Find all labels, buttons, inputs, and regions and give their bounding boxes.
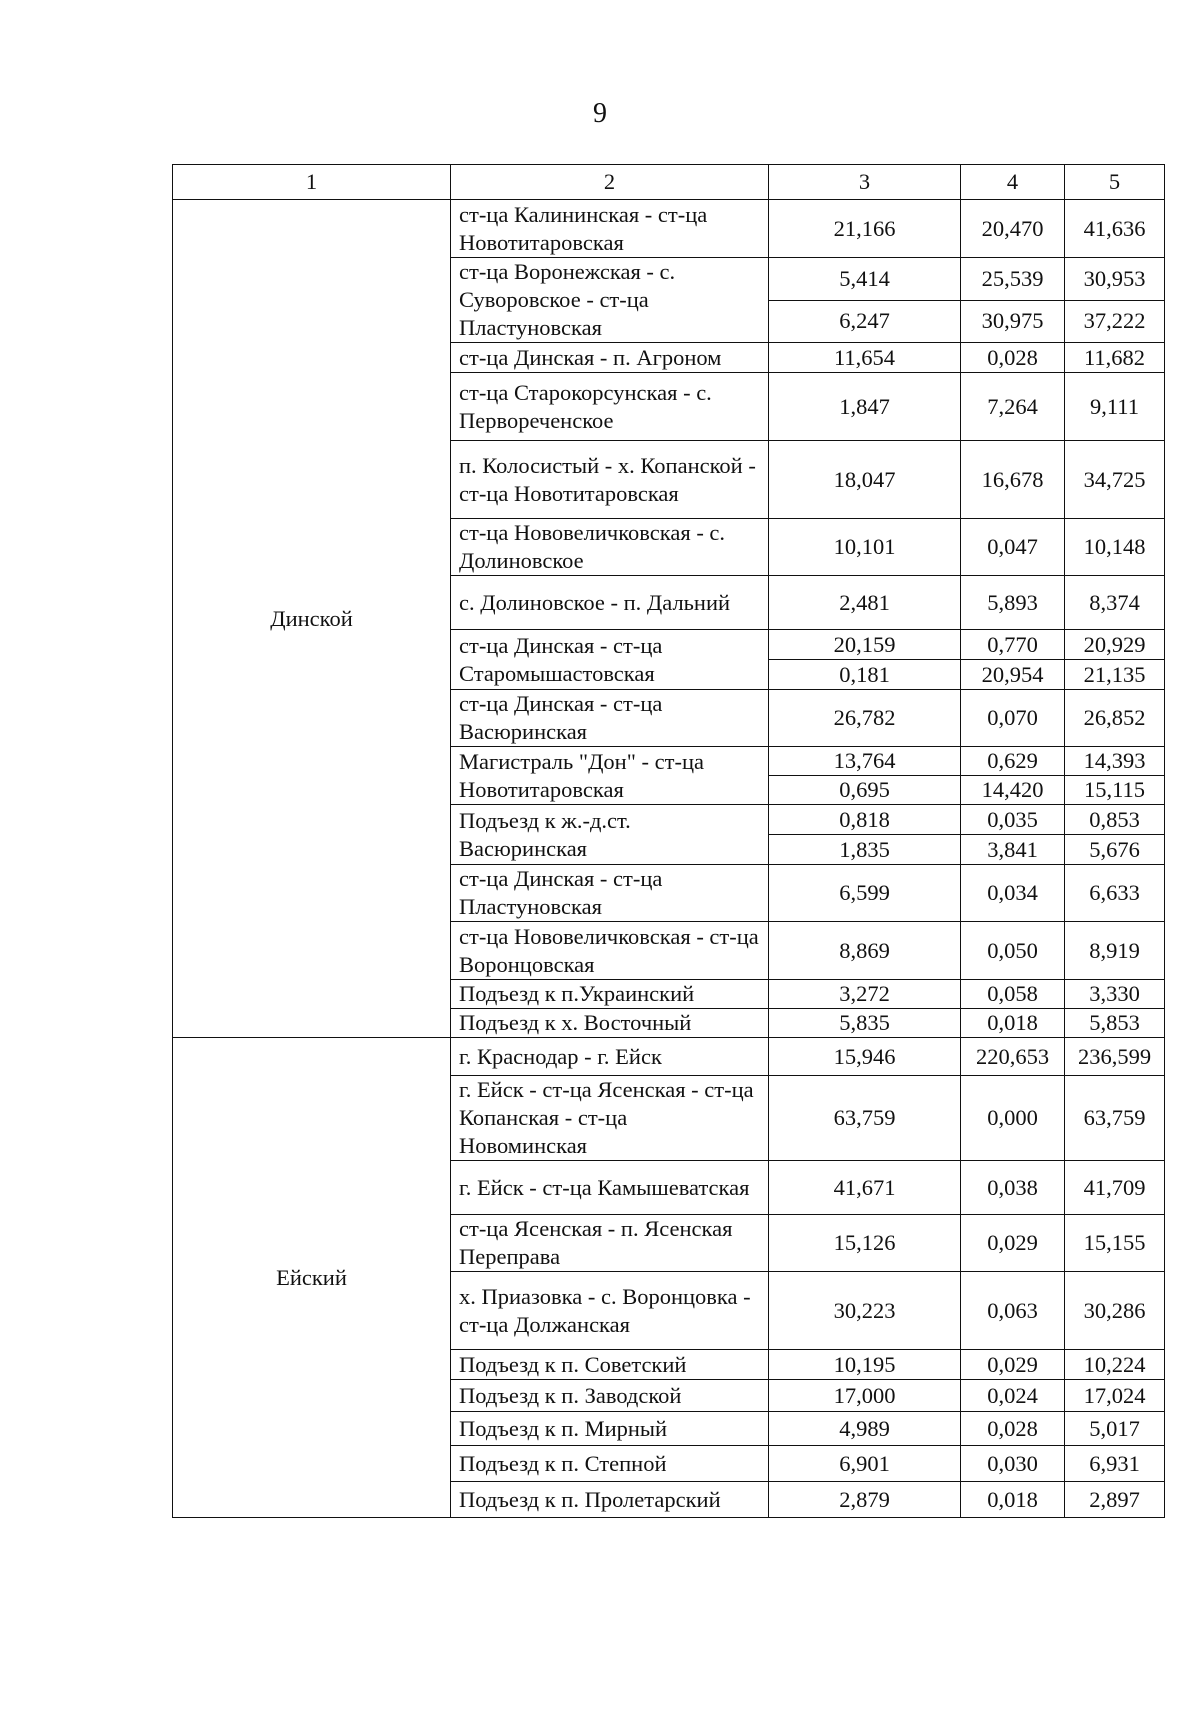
value-5: 5,017 — [1065, 1412, 1165, 1446]
value-5: 15,155 — [1065, 1215, 1165, 1272]
value-5: 30,286 — [1065, 1272, 1165, 1350]
table-row — [173, 1038, 1165, 1076]
road-name: Магистраль "Дон" - ст-ца Новотитаровская — [451, 747, 769, 805]
value-3: 26,782 — [769, 690, 961, 747]
road-name: ст-ца Динская - п. Агроном — [451, 343, 769, 373]
value-4: 0,063 — [961, 1272, 1065, 1350]
value-5: 63,759 — [1065, 1076, 1165, 1161]
value-5: 41,636 — [1065, 200, 1165, 258]
value-3: 2,481 — [769, 576, 961, 630]
value-5: 11,682 — [1065, 343, 1165, 373]
roads-table — [172, 164, 1165, 1518]
value-4: 0,035 — [961, 805, 1065, 835]
value-4: 0,058 — [961, 980, 1065, 1009]
value-3: 4,989 — [769, 1412, 961, 1446]
value-3: 2,879 — [769, 1482, 961, 1518]
value-4: 25,539 — [961, 258, 1065, 301]
value-5: 20,929 — [1065, 630, 1165, 660]
value-3: 1,835 — [769, 835, 961, 865]
road-name: Подъезд к п. Мирный — [451, 1412, 769, 1446]
road-name: ст-ца Воронежская - с. Суворовское - ст-ца Пластуновская — [451, 258, 769, 343]
value-4: 5,893 — [961, 576, 1065, 630]
value-3: 17,000 — [769, 1380, 961, 1412]
value-5: 8,919 — [1065, 922, 1165, 980]
value-3: 18,047 — [769, 441, 961, 519]
value-4: 0,018 — [961, 1009, 1065, 1038]
value-3: 6,599 — [769, 865, 961, 922]
value-3: 6,247 — [769, 300, 961, 343]
value-4: 0,029 — [961, 1350, 1065, 1380]
value-4: 0,038 — [961, 1161, 1065, 1215]
road-name: ст-ца Динская - ст-ца Старомышастовская — [451, 630, 769, 690]
header-cell: 5 — [1065, 165, 1165, 200]
value-4: 0,629 — [961, 747, 1065, 776]
value-5: 10,224 — [1065, 1350, 1165, 1380]
value-5: 5,853 — [1065, 1009, 1165, 1038]
road-name: ст-ца Ясенская - п. Ясенская Переправа — [451, 1215, 769, 1272]
value-4: 0,018 — [961, 1482, 1065, 1518]
road-name: ст-ца Нововеличковская - с. Долиновское — [451, 519, 769, 576]
value-3: 3,272 — [769, 980, 961, 1009]
value-3: 15,126 — [769, 1215, 961, 1272]
value-4: 0,028 — [961, 343, 1065, 373]
header-cell: 1 — [173, 165, 451, 200]
value-4: 20,954 — [961, 660, 1065, 690]
road-name: Подъезд к п. Степной — [451, 1446, 769, 1482]
value-4: 30,975 — [961, 300, 1065, 343]
road-name: Подъезд к п. Заводской — [451, 1380, 769, 1412]
value-3: 30,223 — [769, 1272, 961, 1350]
value-3: 5,414 — [769, 258, 961, 301]
value-5: 6,633 — [1065, 865, 1165, 922]
value-4: 16,678 — [961, 441, 1065, 519]
value-5: 15,115 — [1065, 776, 1165, 805]
value-5: 14,393 — [1065, 747, 1165, 776]
value-3: 0,695 — [769, 776, 961, 805]
road-name: Подъезд к п. Пролетарский — [451, 1482, 769, 1518]
value-4: 0,029 — [961, 1215, 1065, 1272]
value-3: 10,101 — [769, 519, 961, 576]
value-3: 6,901 — [769, 1446, 961, 1482]
value-5: 3,330 — [1065, 980, 1165, 1009]
road-name: ст-ца Калининская - ст-ца Новотитаровская — [451, 200, 769, 258]
value-3: 1,847 — [769, 373, 961, 441]
road-name: ст-ца Динская - ст-ца Васюринская — [451, 690, 769, 747]
value-5: 2,897 — [1065, 1482, 1165, 1518]
value-3: 13,764 — [769, 747, 961, 776]
road-name: Подъезд к ж.-д.ст. Васюринская — [451, 805, 769, 865]
value-4: 0,050 — [961, 922, 1065, 980]
road-name: ст-ца Старокорсунская - с. Первореченское — [451, 373, 769, 441]
header-cell: 2 — [451, 165, 769, 200]
value-5: 5,676 — [1065, 835, 1165, 865]
value-4: 3,841 — [961, 835, 1065, 865]
value-5: 0,853 — [1065, 805, 1165, 835]
value-3: 41,671 — [769, 1161, 961, 1215]
value-4: 20,470 — [961, 200, 1065, 258]
value-5: 236,599 — [1065, 1038, 1165, 1076]
value-4: 0,024 — [961, 1380, 1065, 1412]
value-5: 8,374 — [1065, 576, 1165, 630]
road-name: ст-ца Динская - ст-ца Пластуновская — [451, 865, 769, 922]
road-name: х. Приазовка - с. Воронцовка - ст-ца Должанская — [451, 1272, 769, 1350]
road-name: Подъезд к х. Восточный — [451, 1009, 769, 1038]
district-name: Ейский — [173, 1038, 451, 1518]
value-4: 0,030 — [961, 1446, 1065, 1482]
value-3: 5,835 — [769, 1009, 961, 1038]
value-4: 0,770 — [961, 630, 1065, 660]
road-name: г. Ейск - ст-ца Ясенская - ст-ца Копанская - ст-ца Новоминская — [451, 1076, 769, 1161]
road-name: п. Колосистый - х. Копанской - ст-ца Новотитаровская — [451, 441, 769, 519]
value-3: 10,195 — [769, 1350, 961, 1380]
road-name: Подъезд к п. Советский — [451, 1350, 769, 1380]
value-4: 0,028 — [961, 1412, 1065, 1446]
value-3: 0,818 — [769, 805, 961, 835]
value-3: 11,654 — [769, 343, 961, 373]
road-name: Подъезд к п.Украинский — [451, 980, 769, 1009]
value-3: 20,159 — [769, 630, 961, 660]
value-4: 14,420 — [961, 776, 1065, 805]
value-5: 37,222 — [1065, 300, 1165, 343]
value-3: 63,759 — [769, 1076, 961, 1161]
value-3: 21,166 — [769, 200, 961, 258]
road-name: ст-ца Нововеличковская - ст-ца Воронцовская — [451, 922, 769, 980]
header-cell: 3 — [769, 165, 961, 200]
value-5: 9,111 — [1065, 373, 1165, 441]
value-5: 34,725 — [1065, 441, 1165, 519]
value-3: 8,869 — [769, 922, 961, 980]
road-name: с. Долиновское - п. Дальний — [451, 576, 769, 630]
value-4: 0,047 — [961, 519, 1065, 576]
value-5: 41,709 — [1065, 1161, 1165, 1215]
value-3: 15,946 — [769, 1038, 961, 1076]
page-number: 9 — [593, 98, 607, 129]
value-5: 17,024 — [1065, 1380, 1165, 1412]
header-cell: 4 — [961, 165, 1065, 200]
header-row — [173, 165, 1165, 200]
district-name: Динской — [173, 200, 451, 1038]
value-5: 10,148 — [1065, 519, 1165, 576]
table-row — [173, 200, 1165, 258]
value-4: 220,653 — [961, 1038, 1065, 1076]
value-4: 7,264 — [961, 373, 1065, 441]
value-5: 26,852 — [1065, 690, 1165, 747]
value-5: 30,953 — [1065, 258, 1165, 301]
value-4: 0,000 — [961, 1076, 1065, 1161]
value-4: 0,034 — [961, 865, 1065, 922]
road-name: г. Ейск - ст-ца Камышеватская — [451, 1161, 769, 1215]
value-5: 21,135 — [1065, 660, 1165, 690]
value-5: 6,931 — [1065, 1446, 1165, 1482]
value-3: 0,181 — [769, 660, 961, 690]
road-name: г. Краснодар - г. Ейск — [451, 1038, 769, 1076]
value-4: 0,070 — [961, 690, 1065, 747]
